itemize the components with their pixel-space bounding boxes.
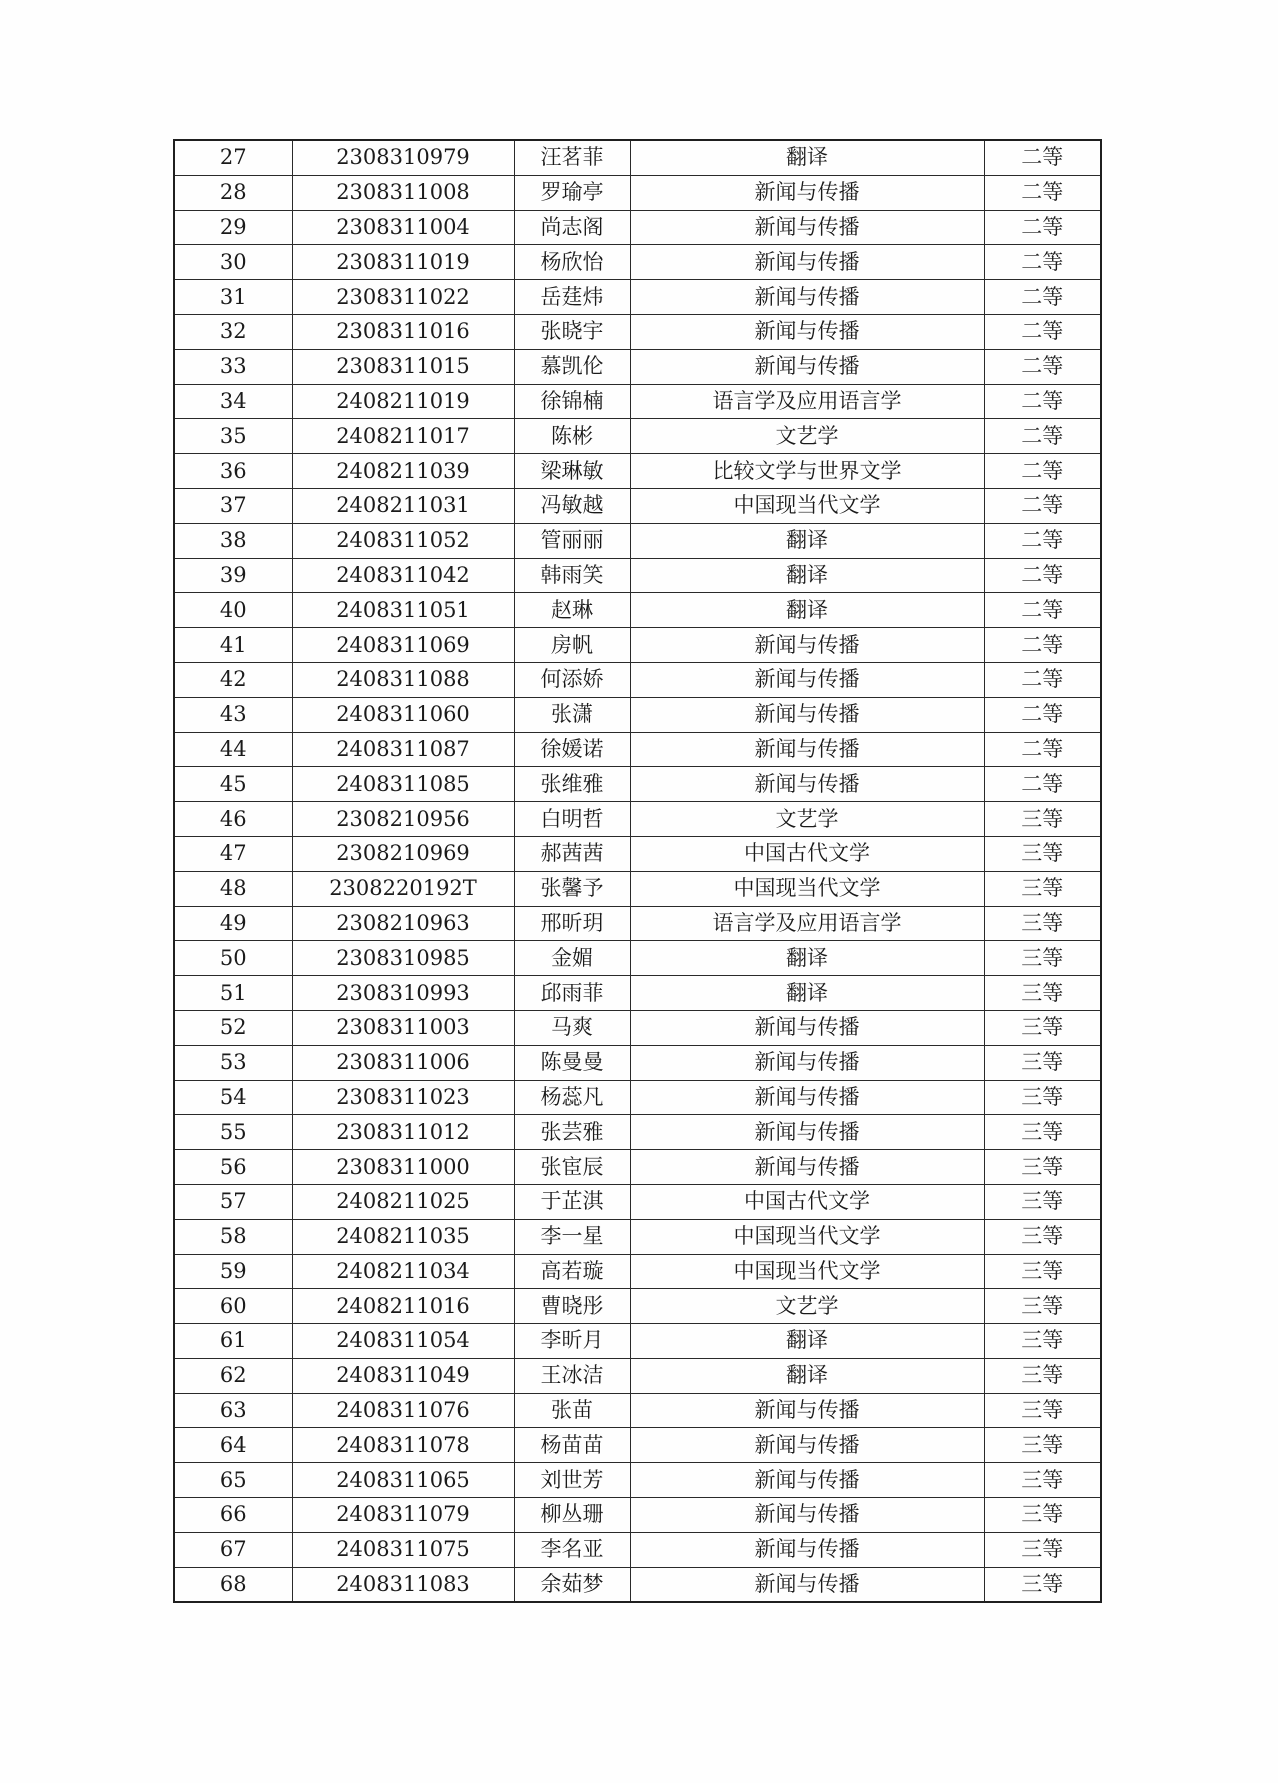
row-number-cell: 28 [174,175,292,210]
award-level-cell: 三等 [984,1532,1101,1567]
student-id-cell: 2408211035 [292,1219,514,1254]
row-number-cell: 65 [174,1463,292,1498]
award-level-cell: 三等 [984,941,1101,976]
award-level-cell: 二等 [984,593,1101,628]
award-level-cell: 三等 [984,871,1101,906]
award-level-cell: 二等 [984,662,1101,697]
student-id-cell: 2408311052 [292,523,514,558]
student-name-cell: 梁琳敏 [514,454,630,489]
table-row [174,488,1101,523]
row-number-cell: 37 [174,488,292,523]
major-cell: 文艺学 [630,802,984,837]
major-cell: 新闻与传播 [630,1150,984,1185]
student-name-cell: 管丽丽 [514,523,630,558]
student-id-cell: 2308310985 [292,941,514,976]
row-number-cell: 35 [174,419,292,454]
major-cell: 新闻与传播 [630,1393,984,1428]
student-id-cell: 2308311022 [292,280,514,315]
student-id-cell: 2408311085 [292,767,514,802]
award-level-cell: 三等 [984,1045,1101,1080]
table-row [174,419,1101,454]
award-level-cell: 二等 [984,454,1101,489]
table-row [174,871,1101,906]
award-level-cell: 三等 [984,1219,1101,1254]
table-row [174,1358,1101,1393]
major-cell: 新闻与传播 [630,210,984,245]
student-id-cell: 2408311042 [292,558,514,593]
award-level-cell: 三等 [984,802,1101,837]
student-name-cell: 郝茜茜 [514,836,630,871]
row-number-cell: 36 [174,454,292,489]
major-cell: 新闻与传播 [630,1567,984,1602]
award-level-cell: 二等 [984,767,1101,802]
table-row [174,454,1101,489]
student-name-cell: 高若璇 [514,1254,630,1289]
student-name-cell: 杨欣怡 [514,245,630,280]
student-id-cell: 2308220192T [292,871,514,906]
row-number-cell: 66 [174,1498,292,1533]
student-name-cell: 李昕月 [514,1324,630,1359]
award-level-cell: 二等 [984,523,1101,558]
table-row [174,349,1101,384]
student-id-cell: 2308311015 [292,349,514,384]
row-number-cell: 32 [174,314,292,349]
major-cell: 新闻与传播 [630,1532,984,1567]
student-id-cell: 2408211017 [292,419,514,454]
award-level-cell: 三等 [984,1498,1101,1533]
row-number-cell: 47 [174,836,292,871]
row-number-cell: 34 [174,384,292,419]
student-name-cell: 李一星 [514,1219,630,1254]
row-number-cell: 56 [174,1150,292,1185]
award-level-cell: 二等 [984,175,1101,210]
major-cell: 语言学及应用语言学 [630,906,984,941]
award-level-cell: 三等 [984,1463,1101,1498]
major-cell: 新闻与传播 [630,1010,984,1045]
table-row [174,976,1101,1011]
student-name-cell: 汪茗菲 [514,140,630,175]
award-level-cell: 三等 [984,1010,1101,1045]
major-cell: 新闻与传播 [630,314,984,349]
student-name-cell: 慕凯伦 [514,349,630,384]
student-name-cell: 徐媛诺 [514,732,630,767]
student-id-cell: 2408311076 [292,1393,514,1428]
major-cell: 中国现当代文学 [630,1254,984,1289]
row-number-cell: 42 [174,662,292,697]
row-number-cell: 31 [174,280,292,315]
major-cell: 新闻与传播 [630,349,984,384]
award-level-cell: 三等 [984,1567,1101,1602]
student-id-cell: 2408211019 [292,384,514,419]
student-id-cell: 2408211039 [292,454,514,489]
major-cell: 新闻与传播 [630,280,984,315]
award-level-cell: 二等 [984,140,1101,175]
major-cell: 新闻与传播 [630,697,984,732]
row-number-cell: 50 [174,941,292,976]
student-name-cell: 张维雅 [514,767,630,802]
table-row [174,1289,1101,1324]
student-id-cell: 2408311078 [292,1428,514,1463]
student-name-cell: 金媚 [514,941,630,976]
award-level-cell: 二等 [984,314,1101,349]
student-name-cell: 张芸雅 [514,1115,630,1150]
student-name-cell: 柳丛珊 [514,1498,630,1533]
row-number-cell: 40 [174,593,292,628]
row-number-cell: 60 [174,1289,292,1324]
student-id-cell: 2308311003 [292,1010,514,1045]
table-row [174,628,1101,663]
student-name-cell: 白明哲 [514,802,630,837]
table-row [174,1324,1101,1359]
row-number-cell: 51 [174,976,292,1011]
award-level-cell: 三等 [984,1080,1101,1115]
major-cell: 新闻与传播 [630,1463,984,1498]
student-id-cell: 2408311051 [292,593,514,628]
student-name-cell: 陈彬 [514,419,630,454]
student-name-cell: 于芷淇 [514,1184,630,1219]
major-cell: 新闻与传播 [630,628,984,663]
table-row [174,767,1101,802]
student-id-cell: 2308311016 [292,314,514,349]
table-row [174,558,1101,593]
table-row [174,523,1101,558]
major-cell: 翻译 [630,941,984,976]
student-id-cell: 2308311008 [292,175,514,210]
student-name-cell: 何添娇 [514,662,630,697]
table-row [174,1463,1101,1498]
award-level-cell: 二等 [984,732,1101,767]
row-number-cell: 30 [174,245,292,280]
student-id-cell: 2408211034 [292,1254,514,1289]
table-row [174,1254,1101,1289]
major-cell: 翻译 [630,140,984,175]
student-id-cell: 2308210969 [292,836,514,871]
row-number-cell: 52 [174,1010,292,1045]
student-name-cell: 邱雨菲 [514,976,630,1011]
award-level-cell: 二等 [984,280,1101,315]
award-level-cell: 三等 [984,1289,1101,1324]
table-row [174,1045,1101,1080]
major-cell: 新闻与传播 [630,1045,984,1080]
table-row [174,1115,1101,1150]
student-name-cell: 余茹梦 [514,1567,630,1602]
student-id-cell: 2408211016 [292,1289,514,1324]
major-cell: 中国现当代文学 [630,1219,984,1254]
row-number-cell: 44 [174,732,292,767]
student-name-cell: 马爽 [514,1010,630,1045]
row-number-cell: 49 [174,906,292,941]
table-row [174,1532,1101,1567]
award-level-cell: 三等 [984,1428,1101,1463]
student-name-cell: 赵琳 [514,593,630,628]
student-name-cell: 王冰洁 [514,1358,630,1393]
row-number-cell: 68 [174,1567,292,1602]
major-cell: 比较文学与世界文学 [630,454,984,489]
major-cell: 中国古代文学 [630,1184,984,1219]
student-name-cell: 张晓宇 [514,314,630,349]
table-row [174,1428,1101,1463]
student-name-cell: 陈曼曼 [514,1045,630,1080]
major-cell: 中国现当代文学 [630,488,984,523]
major-cell: 新闻与传播 [630,1428,984,1463]
award-level-cell: 三等 [984,1150,1101,1185]
major-cell: 文艺学 [630,1289,984,1324]
row-number-cell: 55 [174,1115,292,1150]
table-row [174,175,1101,210]
row-number-cell: 61 [174,1324,292,1359]
student-name-cell: 罗瑜亭 [514,175,630,210]
major-cell: 翻译 [630,976,984,1011]
major-cell: 新闻与传播 [630,767,984,802]
student-id-cell: 2408311065 [292,1463,514,1498]
student-id-cell: 2408311075 [292,1532,514,1567]
award-level-cell: 三等 [984,906,1101,941]
table-row [174,1498,1101,1533]
row-number-cell: 54 [174,1080,292,1115]
table-row [174,802,1101,837]
major-cell: 新闻与传播 [630,245,984,280]
student-id-cell: 2408311049 [292,1358,514,1393]
student-id-cell: 2308210956 [292,802,514,837]
table-row [174,210,1101,245]
row-number-cell: 63 [174,1393,292,1428]
student-name-cell: 徐锦楠 [514,384,630,419]
student-id-cell: 2408311069 [292,628,514,663]
student-name-cell: 邢昕玥 [514,906,630,941]
table-row [174,697,1101,732]
student-id-cell: 2408211025 [292,1184,514,1219]
table-row [174,1150,1101,1185]
student-name-cell: 冯敏越 [514,488,630,523]
student-id-cell: 2308311006 [292,1045,514,1080]
major-cell: 新闻与传播 [630,732,984,767]
award-level-cell: 二等 [984,628,1101,663]
table-row [174,314,1101,349]
table-row [174,1393,1101,1428]
table-row [174,245,1101,280]
table-row [174,1567,1101,1602]
student-id-cell: 2308311000 [292,1150,514,1185]
student-name-cell: 房帆 [514,628,630,663]
major-cell: 新闻与传播 [630,1115,984,1150]
student-name-cell: 尚志阁 [514,210,630,245]
table-row [174,906,1101,941]
table-row [174,140,1101,175]
student-id-cell: 2308210963 [292,906,514,941]
award-list-table [173,139,1102,1603]
student-id-cell: 2308310993 [292,976,514,1011]
row-number-cell: 39 [174,558,292,593]
award-level-cell: 二等 [984,245,1101,280]
table-row [174,1219,1101,1254]
major-cell: 语言学及应用语言学 [630,384,984,419]
award-level-cell: 二等 [984,349,1101,384]
major-cell: 新闻与传播 [630,662,984,697]
student-name-cell: 杨苗苗 [514,1428,630,1463]
major-cell: 新闻与传播 [630,175,984,210]
row-number-cell: 62 [174,1358,292,1393]
student-name-cell: 张苗 [514,1393,630,1428]
student-id-cell: 2408311083 [292,1567,514,1602]
row-number-cell: 46 [174,802,292,837]
student-name-cell: 李名亚 [514,1532,630,1567]
major-cell: 翻译 [630,523,984,558]
student-name-cell: 张潇 [514,697,630,732]
student-id-cell: 2408311060 [292,697,514,732]
student-id-cell: 2408311087 [292,732,514,767]
table-row [174,384,1101,419]
award-level-cell: 三等 [984,1254,1101,1289]
table-row [174,941,1101,976]
major-cell: 翻译 [630,1358,984,1393]
award-level-cell: 二等 [984,488,1101,523]
major-cell: 新闻与传播 [630,1080,984,1115]
student-name-cell: 张馨予 [514,871,630,906]
student-id-cell: 2308311004 [292,210,514,245]
row-number-cell: 33 [174,349,292,384]
student-name-cell: 韩雨笑 [514,558,630,593]
student-name-cell: 杨蕊凡 [514,1080,630,1115]
row-number-cell: 41 [174,628,292,663]
row-number-cell: 58 [174,1219,292,1254]
award-level-cell: 二等 [984,384,1101,419]
student-name-cell: 张宦辰 [514,1150,630,1185]
row-number-cell: 43 [174,697,292,732]
table-row [174,1184,1101,1219]
student-id-cell: 2408211031 [292,488,514,523]
row-number-cell: 59 [174,1254,292,1289]
award-level-cell: 二等 [984,419,1101,454]
major-cell: 翻译 [630,558,984,593]
award-level-cell: 二等 [984,558,1101,593]
table-row [174,1010,1101,1045]
award-level-cell: 二等 [984,697,1101,732]
student-id-cell: 2408311054 [292,1324,514,1359]
major-cell: 新闻与传播 [630,1498,984,1533]
award-level-cell: 三等 [984,1115,1101,1150]
award-level-cell: 二等 [984,210,1101,245]
major-cell: 中国现当代文学 [630,871,984,906]
row-number-cell: 64 [174,1428,292,1463]
row-number-cell: 67 [174,1532,292,1567]
table-row [174,1080,1101,1115]
award-level-cell: 三等 [984,1184,1101,1219]
row-number-cell: 38 [174,523,292,558]
award-level-cell: 三等 [984,836,1101,871]
row-number-cell: 57 [174,1184,292,1219]
student-name-cell: 曹晓彤 [514,1289,630,1324]
award-level-cell: 三等 [984,1324,1101,1359]
row-number-cell: 53 [174,1045,292,1080]
major-cell: 翻译 [630,1324,984,1359]
student-id-cell: 2308311019 [292,245,514,280]
award-level-cell: 三等 [984,1393,1101,1428]
table-row [174,280,1101,315]
student-id-cell: 2308311012 [292,1115,514,1150]
student-id-cell: 2408311088 [292,662,514,697]
award-list-body [174,140,1101,1602]
student-id-cell: 2308311023 [292,1080,514,1115]
student-id-cell: 2308310979 [292,140,514,175]
row-number-cell: 45 [174,767,292,802]
table-row [174,593,1101,628]
table-row [174,662,1101,697]
student-id-cell: 2408311079 [292,1498,514,1533]
student-name-cell: 刘世芳 [514,1463,630,1498]
row-number-cell: 27 [174,140,292,175]
major-cell: 翻译 [630,593,984,628]
row-number-cell: 29 [174,210,292,245]
table-row [174,836,1101,871]
major-cell: 文艺学 [630,419,984,454]
award-level-cell: 三等 [984,1358,1101,1393]
major-cell: 中国古代文学 [630,836,984,871]
award-level-cell: 三等 [984,976,1101,1011]
row-number-cell: 48 [174,871,292,906]
student-name-cell: 岳莛炜 [514,280,630,315]
table-row [174,732,1101,767]
